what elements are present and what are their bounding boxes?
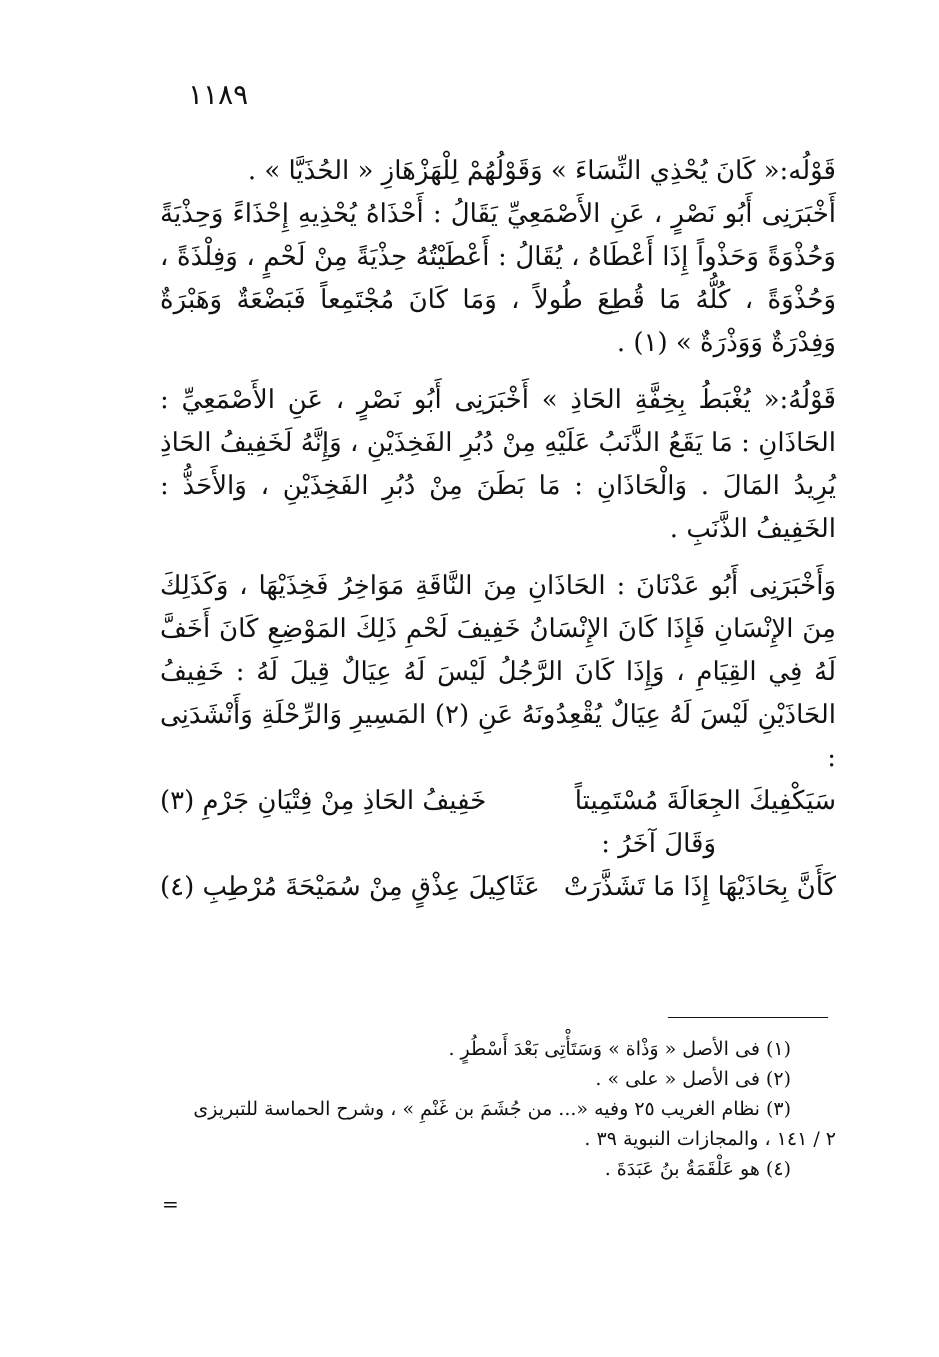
paragraph-1: قَوْلُه:« كَانَ يُحْذِي النِّسَاءَ » وَقَوْلُهُمْ لِلْهَزْهَازِ « الحُذَيَّا » .	[247, 156, 836, 186]
verse-2-first-hemistich: كَأَنَّ بِحَاذَيْهَا إِذَا مَا تَشَذَّرَتْ	[563, 872, 836, 902]
paragraph-3: قَوْلُهُ:« يُغْبَطُ بِخِفَّةِ الحَاذِ » أَخْبَرَنِى أَبُو نَصْرٍ ، عَنِ الأَصْمَعِيِّ : الحَاذَانِ : مَا يَقَعُ الذَّنَبُ عَلَيْهِ مِنْ دُبُرِ الفَخِذَيْنِ ، وَإِنَّهُ لَخَفِيفُ الحَاذِ يُرِيدُ المَالَ . وَالْحَاذَانِ : مَا بَطَنَ مِنْ دُبُرِ الفَخِذَيْنِ ، وَالأَحَذُّ : الخَفِيفُ الذَّنَبِ .	[160, 385, 836, 544]
verse-2	[160, 866, 836, 909]
verse-1-first-hemistich: سَيَكْفِيكَ الجِعَالَةَ مُسْتَمِيتاً	[574, 786, 836, 816]
footnotes	[160, 1034, 836, 1184]
verse-2-second-hemistich: عَثَاكِيلَ عِذْقٍ مِنْ سُمَيْحَةَ مُرْطِبِ (٤)	[160, 872, 540, 902]
footnote-1: (١) فى الأصل « وَذْاة » وَسَتَأْتِى بَعْدَ أَسْطُرٍ .	[448, 1038, 791, 1060]
paragraph-4: وَأَخْبَرَنِى أَبُو عَدْنَانَ : الحَاذَانِ مِنَ النَّاقَةِ مَوَاخِرُ فَخِذَيْهَا ، وَكَذَلِكَ مِنَ الإِنْسَانِ فَإِذَا كَانَ الإِنْسَانُ خَفِيفَ لَحْمِ ذَلِكَ المَوْضِعِ كَانَ أَخَفَّ لَهُ فِي القِيَامِ ، وَإِذَا كَانَ الرَّجُلُ لَيْسَ لَهُ عِيَالٌ قِيلَ لَهُ : خَفِيفُ الحَاذَيْنِ لَيْسَ لَهُ عِيَالٌ يُقْعِدُونَهُ عَنِ (٢) المَسِيرِ وَالرِّحْلَةِ وَأَنْشَدَنِى :	[160, 571, 836, 773]
footnote-4: (٤) هو عَلْقَمَةُ بنُ عَبَدَةَ .	[604, 1158, 791, 1180]
verse-1-second-hemistich: خَفِيفُ الحَاذِ مِنْ فِتْيَانِ جَرْمِ (٣)	[160, 786, 487, 816]
footnote-3-continuation: ٢ / ١٤١ ، والمجازات النبوية ٣٩ .	[584, 1128, 836, 1150]
footnote-3: (٣) نظام الغريب ٢٥ وفيه «... من جُشَمَ بن غَنْمِ » ، وشرح الحماسة للتبريزى	[193, 1098, 791, 1120]
verse-intro: وَقَالَ آخَرُ :	[601, 829, 716, 859]
continuation-mark: =	[162, 1192, 179, 1216]
main-text	[160, 150, 836, 909]
verse-1	[160, 780, 836, 823]
page-number: ١١٨٩	[188, 78, 249, 111]
footnote-divider	[668, 1017, 828, 1018]
footnote-2: (٢) فى الأصل « على » .	[595, 1068, 791, 1090]
paragraph-2: أَخْبَرَنِى أَبُو نَصْرٍ ، عَنِ الأَصْمَعِيِّ يَقَالُ : أَحْذَاهُ يُحْذِيهِ إِحْذَاءً وَحِذْيَةً وَحُذْوَةً وَحَذْواً إِذَا أَعْطَاهُ ، يُقَالُ : أَعْطَيْتُهُ حِذْيَةً مِنْ لَحْمٍ ، وَفِلْذَةً ، وَحُذْوَةً ، كُلُّهُ مَا قُطِعَ طُولاً ، وَمَا كَانَ مُجْتَمِعاً فَبَضْعَةٌ وَهَبْرَةٌ وَفِدْرَةٌ وَوَذْرَةٌ » (١) .	[160, 199, 836, 358]
